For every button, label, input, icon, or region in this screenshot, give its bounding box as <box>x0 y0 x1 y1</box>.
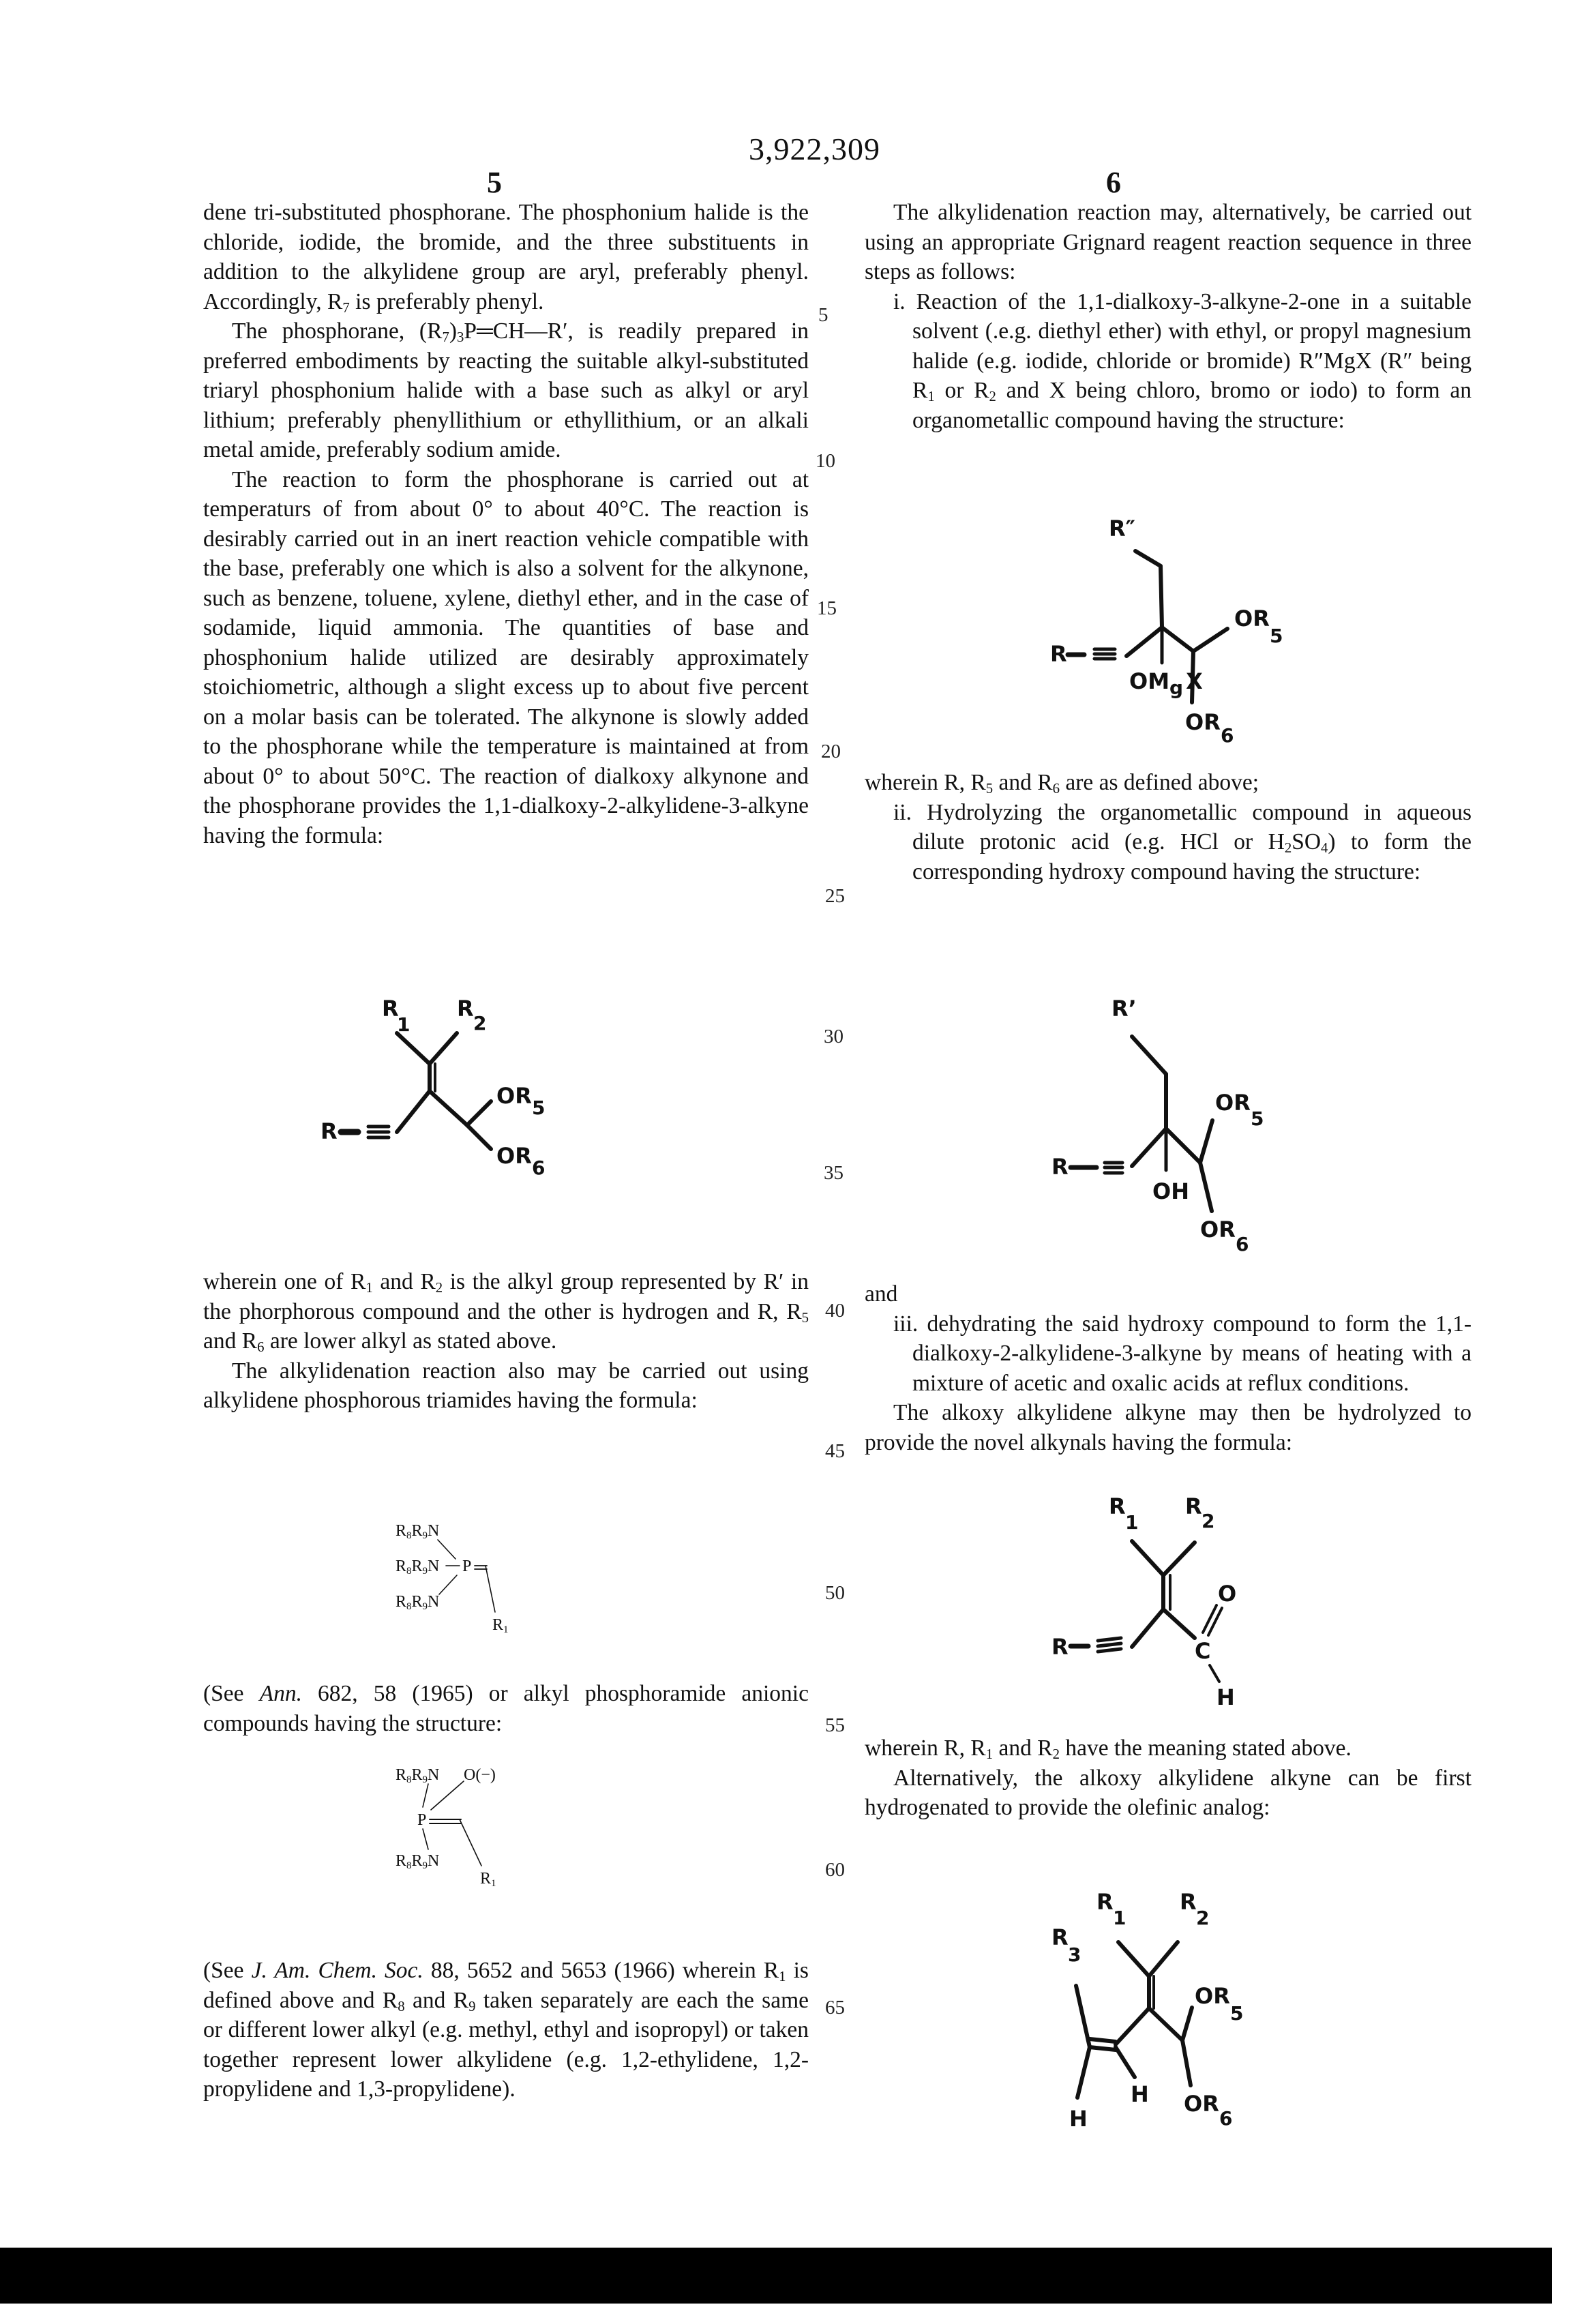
atom-label: R <box>1180 1889 1197 1915</box>
svg-text:6: 6 <box>532 1157 545 1179</box>
structure-organometallic <box>968 518 1323 750</box>
line-number: 30 <box>824 1026 844 1048</box>
atom-label: R <box>1051 1634 1069 1660</box>
atom-label: R <box>1051 1154 1069 1180</box>
left-column-top <box>203 198 809 850</box>
svg-text:2: 2 <box>1196 1907 1209 1929</box>
paragraph: (See Ann. 682, 58 (1965) or alkyl phosphoramide anionic compounds having the structure: <box>203 1679 809 1738</box>
paragraph: The reaction to form the phosphorane is carried out at temperaturs of from about 0° to about 40°C. The reaction is desirably carried out in an inert reaction vehicle compatible with the base, preferably one which is also a solvent for the alkynone, such as benzene, toluene, xylene, diethyl ether, and in the case of sodamide, liquid ammonia. The quantities of base and phosphonium halide utilized are desirably approximately stoichiometric, although a slight excess up to about five percent on a molar basis can be tolerated. The alkynone is slowly added to the phosphorane while the temperature is maintained at from about 0° to about 50°C. The reaction of dialkoxy alkynone and the phosphorane provides the 1,1-dialkoxy-2-alkylidene-3-alkyne having the formula: <box>203 465 809 851</box>
amine-label: R8R9N <box>395 1593 439 1612</box>
amine-label: R8R9N <box>395 1852 439 1871</box>
line-number: 50 <box>825 1582 845 1605</box>
atom-label: R <box>1051 1924 1069 1950</box>
atom-label: OR <box>1195 1983 1230 2009</box>
atom-label: R <box>320 1118 338 1144</box>
paragraph: The alkoxy alkylidene alkyne may then be hydrolyzed to provide the novel alkynals having the formula: <box>865 1398 1472 1457</box>
atom-label: R <box>1050 641 1067 667</box>
line-number: 60 <box>825 1859 845 1881</box>
paragraph: wherein one of R1 and R2 is the alkyl group represented by R′ in the phorphorous compound and the other is hydrogen and R, R5 and R6 are lower alkyl as stated above. <box>203 1267 809 1356</box>
paragraph: dene tri-substituted phosphorane. The phosphonium halide is the chloride, iodide, the bromide, and the three substituents in addition to the alkylidene group are aryl, preferably phenyl. Accordingly, R7 is preferably phenyl. <box>203 198 809 316</box>
paragraph: (See J. Am. Chem. Soc. 88, 5652 and 5653 (1966) wherein R1 is defined above and R8 and R9 taken separately are each the same or different lower alkyl (e.g. methyl, ethyl and isopropyl) or taken together represent lower alkylidene (e.g. 1,2-ethylidene, 1,2-propylidene and 1,3-propylidene). <box>203 1956 809 2104</box>
paragraph: wherein R, R5 and R6 are as defined above; <box>865 768 1472 798</box>
atom-label: H <box>1131 2081 1149 2107</box>
svg-text:5: 5 <box>1270 625 1283 647</box>
atom-label: R <box>457 996 474 1022</box>
svg-text:2: 2 <box>473 1012 486 1034</box>
paragraph: Alternatively, the alkoxy alkylidene alkyne can be first hydrogenated to provide the olefinic analog: <box>865 1763 1472 1823</box>
atom-label: P <box>462 1558 471 1575</box>
step-item: ii. Hydrolyzing the organometallic compound in aqueous dilute protonic acid (e.g. HCl or H2SO4) to form the corresponding hydroxy compound having the structure: <box>865 798 1472 887</box>
line-number: 55 <box>825 1714 845 1737</box>
svg-text:5: 5 <box>532 1097 545 1119</box>
atom-label: OR <box>1200 1217 1236 1242</box>
svg-text:1: 1 <box>397 1013 410 1036</box>
line-number: 65 <box>825 1997 845 2019</box>
left-column-mid <box>203 1267 809 1416</box>
right-column-bottom <box>865 1733 1472 1823</box>
atom-label: OR <box>1234 606 1270 631</box>
atom-label: OMg X <box>1129 668 1203 699</box>
atom-label: O <box>1218 1581 1236 1607</box>
paragraph: wherein R, R1 and R2 have the meaning stated above. <box>865 1733 1472 1763</box>
atom-label: R <box>382 996 399 1022</box>
svg-text:5: 5 <box>1251 1107 1264 1130</box>
line-number: 10 <box>816 450 835 473</box>
atom-label: R″ <box>1109 516 1135 541</box>
column-number-right: 6 <box>1106 165 1121 200</box>
atom-label: OR <box>496 1083 532 1109</box>
line-number: 35 <box>824 1162 844 1185</box>
svg-text:6: 6 <box>1221 724 1234 747</box>
structure-alkynal <box>1009 1487 1323 1705</box>
atom-label: OR <box>1184 2091 1219 2117</box>
atom-label: C <box>1195 1638 1210 1664</box>
atom-label: H <box>1217 1684 1235 1710</box>
amine-label: R8R9N <box>395 1558 439 1577</box>
amine-label: R8R9N <box>395 1766 439 1785</box>
structure-alkylidene-alkyne <box>320 1002 607 1207</box>
scan-border-bar <box>0 2248 1552 2304</box>
svg-text:3: 3 <box>1068 1943 1081 1966</box>
structure-hydroxy <box>968 982 1323 1255</box>
line-number: 5 <box>818 304 829 327</box>
svg-text:5: 5 <box>1230 2002 1243 2025</box>
atom-label: R1 <box>492 1616 509 1635</box>
structure-olefinic-analog <box>1009 1868 1323 2141</box>
atom-label: OR <box>1215 1090 1251 1116</box>
svg-text:6: 6 <box>1236 1233 1249 1255</box>
line-number: 40 <box>825 1300 845 1322</box>
left-column-ref2 <box>203 1956 809 2104</box>
step-item: i. Reaction of the 1,1-dialkoxy-3-alkyne-2-one in a suitable solvent (.e.g. diethyl ether) with ethyl, or propyl magnesium halide (e.g. iodide, chloride or bromide) R″MgX (R″ being R1 or R2 and X being chloro, bromo or iodo) to form an organometallic compound having the structure: <box>865 287 1472 436</box>
atom-label: R <box>1096 1889 1114 1915</box>
atom-label: OR <box>496 1143 532 1169</box>
column-number-left: 5 <box>487 165 502 200</box>
atom-label: H <box>1069 2106 1088 2132</box>
atom-label: O(−) <box>464 1766 496 1784</box>
paragraph: and <box>865 1279 1472 1309</box>
step-item: iii. dehydrating the said hydroxy compound to form the 1,1-dialkoxy-2-alkylidene-3-alkyne by means of heating with a mixture of acetic and oxalic acids at reflux conditions. <box>865 1309 1472 1399</box>
paragraph: The phosphorane, (R7)3P═CH—R′, is readily prepared in preferred embodiments by reacting the suitable alkyl-substituted triaryl phosphonium halide with a base such as alkyl or aryl lithium; preferably phenyllithium or ethyllithium, or an alkali metal amide, preferably sodium amide. <box>203 316 809 465</box>
atom-label: P <box>417 1811 426 1829</box>
line-number: 45 <box>825 1440 845 1463</box>
right-column-top <box>865 198 1472 435</box>
structure-triamide <box>395 1522 573 1638</box>
atom-label: R1 <box>480 1870 496 1889</box>
atom-label: R <box>1109 1493 1126 1519</box>
atom-label: OH <box>1152 1178 1189 1204</box>
right-column-mid <box>865 768 1472 887</box>
patent-number: 3,922,309 <box>749 131 880 167</box>
line-number: 15 <box>817 597 837 620</box>
paragraph: The alkylidenation reaction may, alternatively, be carried out using an appropriate Grignard reagent reaction sequence in three steps as follows: <box>865 198 1472 287</box>
atom-label: OR <box>1185 709 1221 735</box>
structure-anionic-phosphoramide <box>395 1766 586 1889</box>
atom-label: R <box>1185 1493 1202 1519</box>
right-column-lower <box>865 1279 1472 1457</box>
svg-text:2: 2 <box>1202 1510 1214 1532</box>
line-number: 20 <box>821 741 841 763</box>
svg-text:1: 1 <box>1125 1511 1138 1534</box>
line-number: 25 <box>825 885 845 908</box>
amine-label: R8R9N <box>395 1522 439 1541</box>
svg-text:6: 6 <box>1219 2107 1232 2130</box>
left-column-ref1 <box>203 1679 809 1738</box>
paragraph: The alkylidenation reaction also may be carried out using alkylidene phosphorous triamides having the formula: <box>203 1356 809 1416</box>
atom-label: R’ <box>1111 996 1137 1022</box>
svg-text:1: 1 <box>1113 1907 1126 1929</box>
